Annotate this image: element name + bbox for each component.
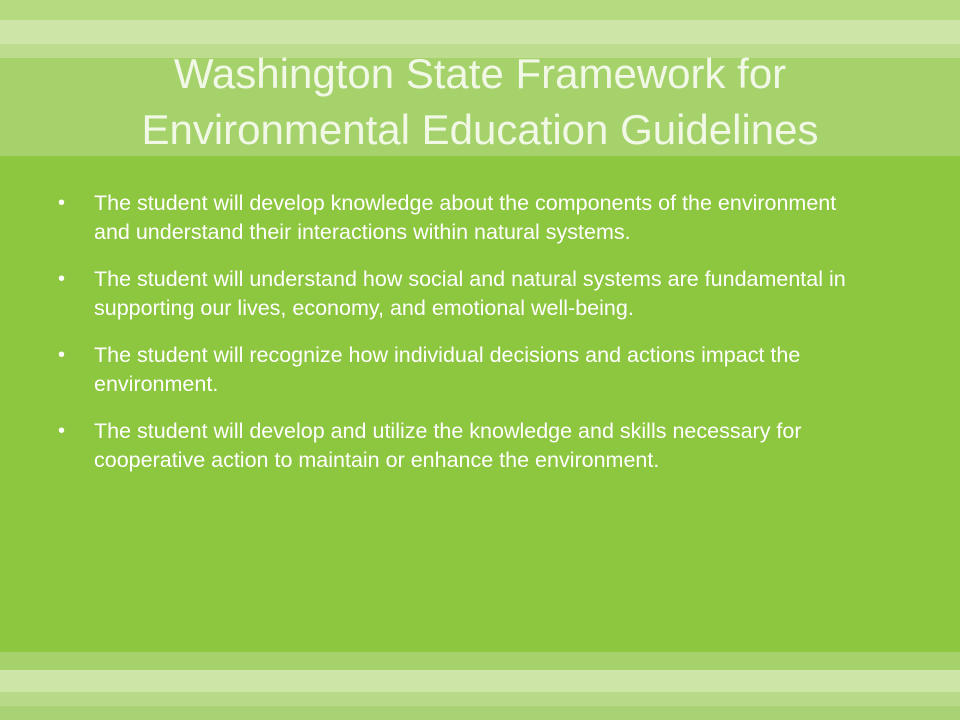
slide-title-line-1: Washington State Framework for — [173, 50, 787, 97]
bullet-item — [56, 341, 866, 399]
bullet-item — [56, 189, 866, 247]
footer-stripe — [0, 706, 960, 720]
bullet-item — [56, 417, 866, 475]
footer-band — [0, 652, 960, 670]
bullet-item — [56, 265, 866, 323]
bullet-dot-icon: • — [58, 420, 66, 442]
bullet-text: The student will recognize how individual decisions and actions impact the environment. — [94, 343, 801, 396]
bullet-text: The student will understand how social and natural systems are fundamental in supporting our lives, economy, and emotional well-being. — [94, 267, 846, 320]
bullet-dot-icon: • — [58, 268, 66, 290]
footer-stripe — [0, 692, 960, 706]
bullet-text: The student will develop knowledge about the components of the environment and understand their interactions within natural systems. — [94, 191, 837, 244]
slide-title-line-2: Environmental Education Guidelines — [141, 106, 819, 153]
bullet-dot-icon: • — [58, 344, 66, 366]
bullet-list — [56, 189, 866, 493]
bullet-text: The student will develop and utilize the knowledge and skills necessary for cooperative action to maintain or enhance the environment. — [94, 419, 802, 472]
footer-stripe — [0, 670, 960, 692]
bullet-dot-icon: • — [58, 192, 66, 214]
header-stripe — [0, 0, 960, 20]
slide-title — [0, 46, 960, 158]
header-stripe — [0, 20, 960, 44]
